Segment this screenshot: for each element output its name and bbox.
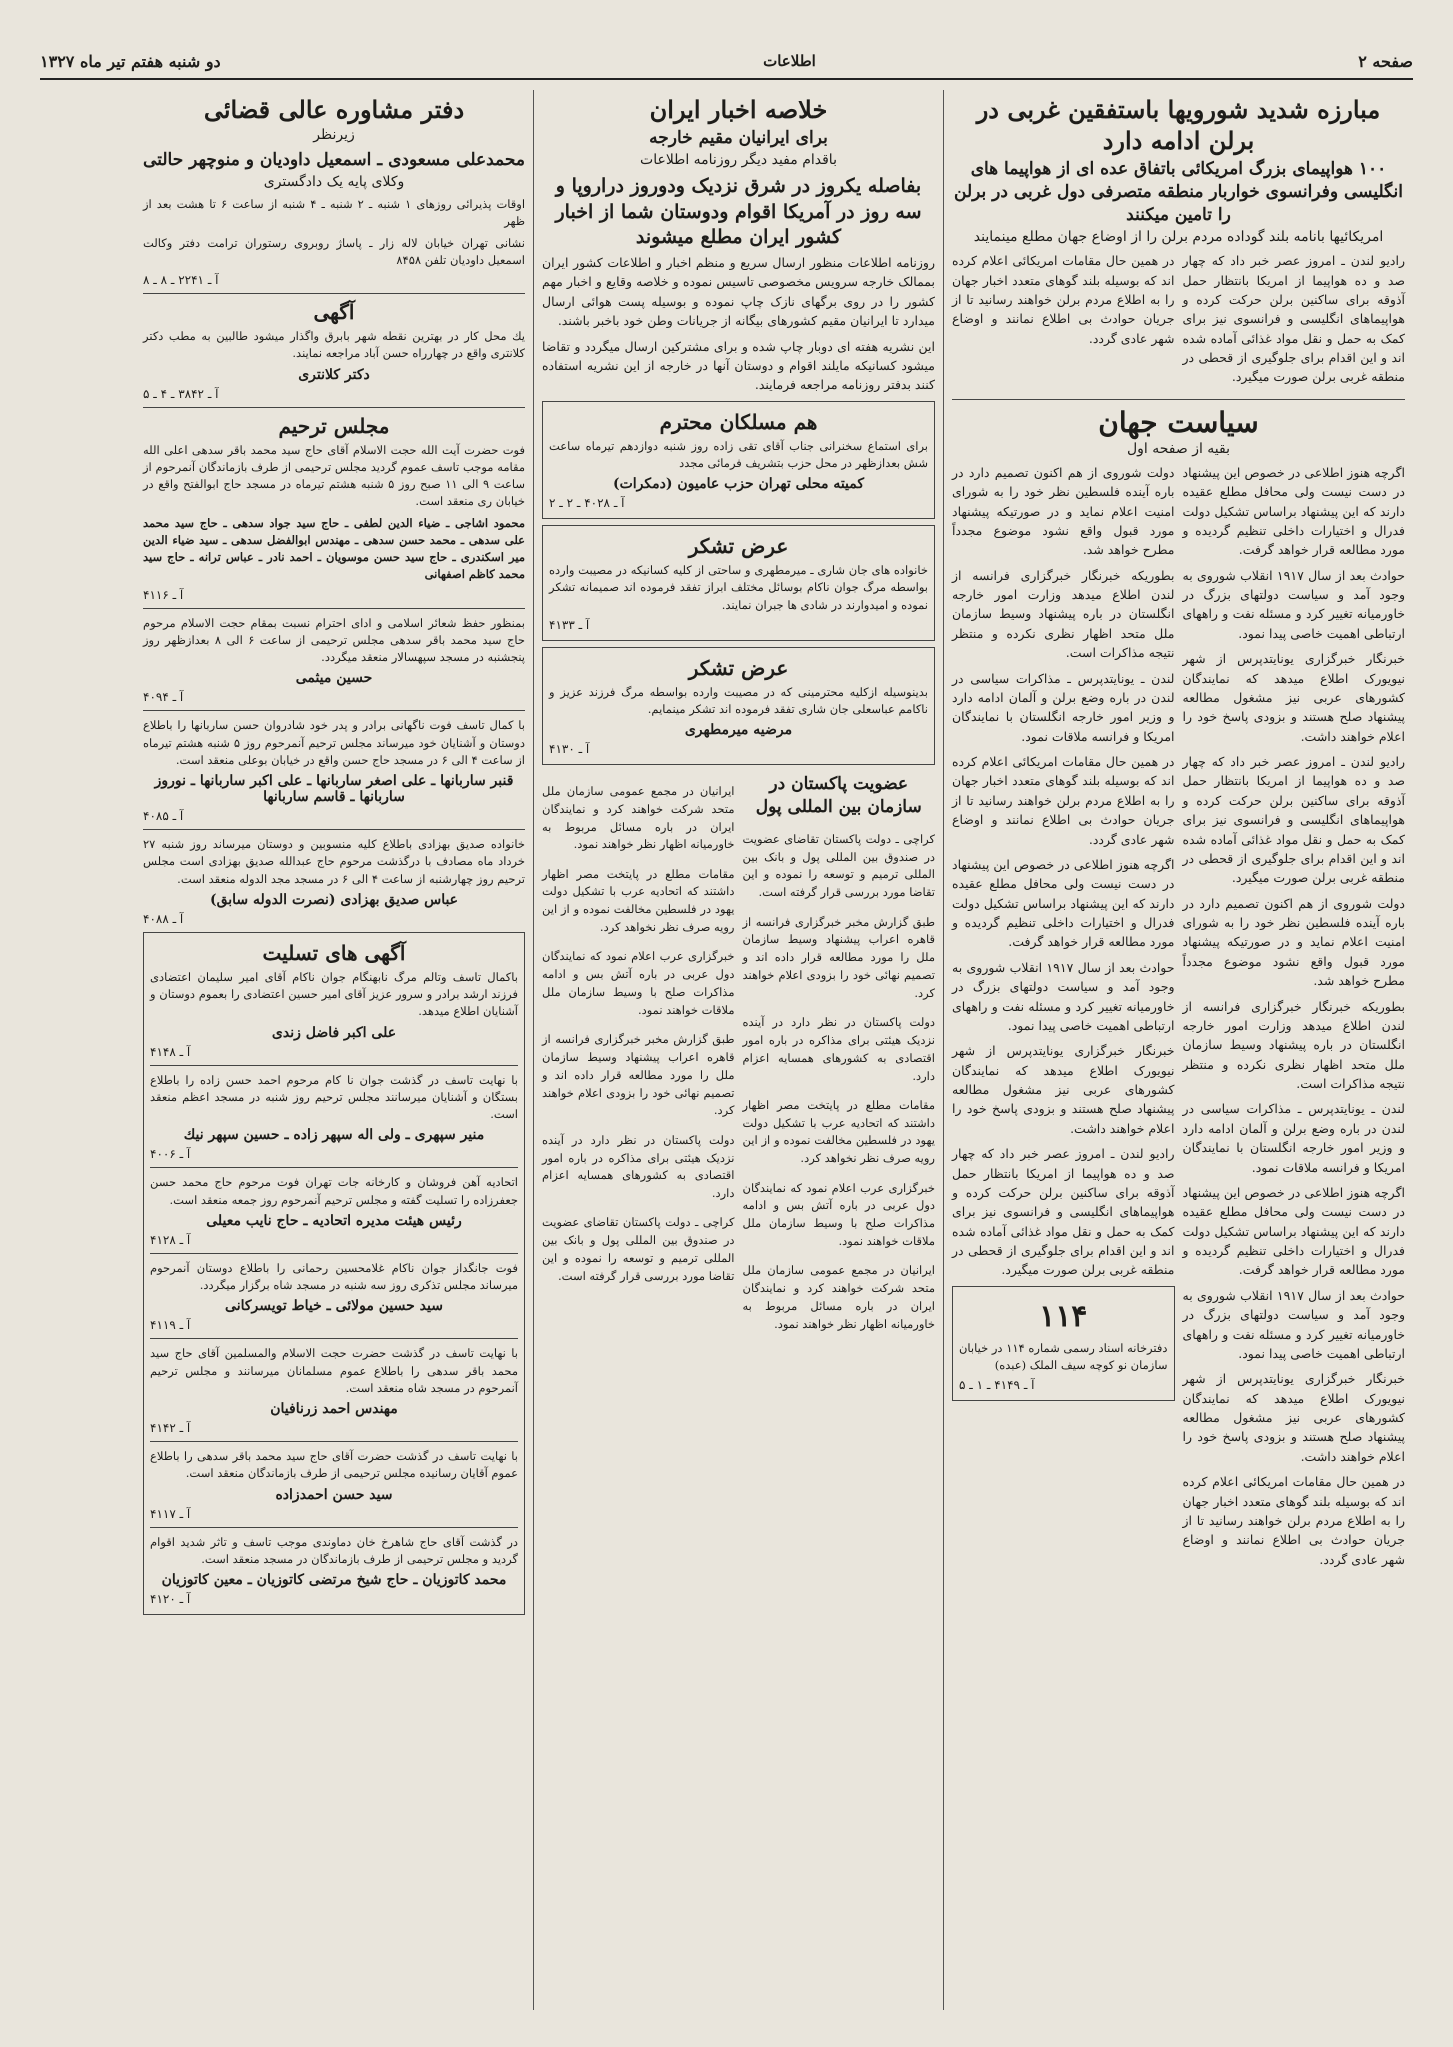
columns — [40, 90, 1413, 2010]
notary-number: ۱۱۴ — [1039, 1298, 1088, 1334]
condolence-signature: سید حسین مولائی ـ خیاط تویسرکانی — [225, 1298, 443, 1315]
notice-text: خانواده صدیق بهزادی باطلاع کلیه منسوبین و دوستان میرساند روز شنبه ۲۷ خرداد ماه مصادف با درگذشت مرحوم حاج عبدالله صدیق بهزادی است مجلس ترحیم روز چهارشنبه از ساعت ۴ الی ۶ در مسجد مجد الدوله منعقد است. — [143, 837, 525, 886]
ad-code: آ ـ ۴۱۳۰ — [549, 742, 590, 757]
issue-date: دو شنبه هفتم تیر ماه ۱۳۲۷ — [40, 51, 221, 71]
ad-code: آ ـ ۴۱۳۳ — [549, 617, 590, 632]
big-deck: بفاصله یکروز در شرق نزدیک ودوروز دراروپا و سه روز در آمریکا اقوام ودوستان شما از اخبار کشور ایران مطلع میشوند — [555, 175, 922, 249]
ad-code: آ ـ ۴۰۲۸ ـ ۲ ـ ۲ — [549, 496, 625, 511]
ad-code: آ ـ ۲۲۴۱ ـ ۸ ـ ۸ — [143, 273, 219, 288]
article-paragraph: خبرگزاری عرب اعلام نمود که نمایندگان دول عربی در باره آتش بس و ادامه مذاکرات صلح با وسیط سازمان ملل ملاقات خواهند نمود. — [542, 949, 735, 1017]
ad-code: آ ـ ۴۰۹۴ — [143, 690, 184, 705]
legal-address: نشانی تهران خیابان لاله زار ـ پاساژ روبروی رستوران ترامت دفتر وکالت اسمعیل داودیان تلفن ۸۴۵۸ — [143, 235, 525, 267]
condolence-text: فوت جانگداز جوان ناکام غلامحسین رحمانی را باطلاع دوستان آنمرحوم میرساند مجلس تذکری روز سه شنبه در مسجد شاه برگزار میگردد. — [150, 1260, 518, 1293]
ad-code: آ ـ ۴۱۲۰ — [150, 1592, 191, 1607]
lower-middle-story — [542, 771, 935, 1345]
article-paragraph: اگرچه هنوز اطلاعی در خصوص این پیشنهاد در دست نیست ولی محافل مطلع عقیده دارند که این پیشنهاد براساس تشکیل دولت فدرال و اختیارات داخلی تنظیم گردیده و مورد مطالعه قرار خواهد گرفت. — [952, 856, 1175, 950]
divider — [143, 829, 525, 830]
article-paragraph: خبرنگار خبرگزاری یونایتدپرس از شهر نیویورک اطلاع میدهد که نمایندگان کشورهای عربی نیز مشغول مطالعه پیشنهاد صلح هستند و بزودی پاسخ خود را اعلام خواهند داشت. — [1182, 651, 1405, 744]
divider — [150, 1253, 518, 1254]
article-paragraph: بطوریکه خبرنگار خبرگزاری فرانسه از لندن اطلاع میدهد وزارت امور خارجه انگلستان در باره پیشنهاد وسیط سازمان ملل متحد اظهار نظری نکرده و منتظر نتیجه مذاکرات است. — [952, 567, 1175, 661]
ad-title: آگهی — [313, 300, 355, 325]
article-paragraph: کراچی ـ دولت پاکستان تقاضای عضویت در صندوق بین المللی پول و بانک بین المللی ترمیم و توسعه را نموده و این تقاضا مورد بررسی قرار گرفته است. — [542, 1215, 735, 1283]
legal-role: وکلای پایه یک دادگستری — [263, 174, 405, 191]
section-world-politics: سیاست جهان — [952, 399, 1405, 439]
condolence-text: در گذشت آقای حاج شاهرخ خان دماوندی موجب تاسف و تاثر شدید اقوام گردید و مجلس ترحیمی از طرف بازماندگان در مسجد منعقد است. — [150, 1534, 518, 1566]
thanks-text: خانواده های جان شاری ـ میرمطهری و ساحتی از کلیه کسانیکه در مصیبت وارده بواسطه مرگ جوان ناکام بوسائل مختلف ابراز تفقد فرموده اند صمیمانه تشکر نموده و امیدوارند در شادی ها جبران نمایند. — [549, 563, 928, 612]
ad-text: یك محل کار در بهترین نقطه شهر بابرق واگذار میشود طالبین به مطب دکتر کلانتری واقع در چهارراه حسن آباد مراجعه نمایند. — [143, 329, 525, 361]
notice-signature: حسین میثمی — [295, 670, 373, 687]
party-notice-text: برای استماع سخنرانی جناب آقای تقی زاده روز شنبه دوازدهم تیرماه ساعت شش بعدازظهر در محل حزب بتشریف فرمائی مجدد — [549, 438, 928, 470]
funeral-text: فوت حضرت آیت الله حجت الاسلام آقای حاج سید محمد باقر سدهی اعلی الله مقامه موجب تاسف عموم گردید مجلس ترحیمی از طرف بازماندگان آنمرحوم از ساعت ۹ الی ۱۱ صبح روز ۵ شنبه هشتم تیرماه در مسجد حاج ابوالفتح واقع در خیابان ری منعقد است. — [143, 442, 526, 509]
headline-pakistan: عضویت پاکستان در سازمان بین المللی پول — [755, 774, 922, 818]
funeral-names: محمود اشاجی ـ ضیاء الدین لطفی ـ حاج سید جواد سدهی ـ حاج سید محمد علی سدهی ـ محمد حسن سدهی ـ مهندس ابوالفضل سدهی ـ سید ضیاء الدین میر اسکندری ـ حاج سید حسن موسویان ـ احمد نادر ـ عباس ترانه ـ حاج سید محمد کاظم اصفهانی — [143, 515, 525, 582]
notice-text: بمنظور حفظ شعائر اسلامی و ادای احترام نسبت بمقام حجت الاسلام مرحوم حاج سید محمد باقر سدهی مجلس ترحیمی از ساعت ۶ الی ۸ بعدازظهر روز پنجشنبه در مسجد سپهسالار منعقد میگردد. — [143, 615, 525, 665]
divider — [150, 1527, 518, 1528]
section-continued: بقیه از صفحه اول — [1126, 440, 1231, 457]
article-paragraph: این نشریه هفته ای دوبار چاپ شده و برای مشترکین ارسال میگردد و تقاضا میشود کسانیکه مایلند اقوام و دوستان آنها در خارجه از این نشریه استفاده کنند بدفتر روزنامه مراجعه فرمایند. — [542, 338, 935, 393]
thanks-title: عرض تشکر — [688, 655, 789, 680]
condolence-text: با نهایت تاسف در گذشت حضرت حجت الاسلام والمسلمین آقای حاج سید محمد باقر سدهی را باطلاع عموم مسلمانان میرسانند و مجلس ترحیم آنمرحوم در مسجد شاه منعقد است. — [150, 1346, 518, 1395]
masthead — [40, 44, 1413, 80]
condolence-text: باکمال تاسف وتالم مرگ نابهنگام جوان ناکام آقای امیر سلیمان اعتضادی فرزند ارشد برادر و سرور عزیز آقای امیر حسین اعتضادی را بعموم دوستان و آشنایان اطلاع میدهد. — [150, 969, 518, 1019]
article-paragraph: لندن ـ یونایتدپرس ـ مذاکرات سیاسی در لندن در باره وضع برلن و آلمان ادامه دارد و وزیر امور خارجه انگلستان با نمایندگان امریکا و فرانسه ملاقات نمود. — [1182, 1101, 1405, 1175]
thanks-signature: مرضیه میرمطهری — [684, 722, 793, 739]
condolence-signature: سید حسن احمدزاده — [275, 1486, 393, 1503]
ad-code: آ ـ ۴۱۲۸ — [150, 1232, 191, 1247]
article-paragraph: اگرچه هنوز اطلاعی در خصوص این پیشنهاد در دست نیست ولی محافل مطلع عقیده دارند که این پیشنهاد براساس تشکیل دولت فدرال و اختیارات داخلی تنظیم گردیده و مورد مطالعه قرار خواهد گرفت. — [1182, 464, 1405, 558]
notary-ad — [952, 1286, 1175, 1402]
ad-code: آ ـ ۴۱۱۷ — [150, 1506, 191, 1521]
legal-sub: زیرنظر — [313, 127, 355, 144]
headline-legal-office: دفتر مشاوره عالی قضائی — [203, 95, 465, 124]
article-paragraph: ایرانیان در مجمع عمومی سازمان ملل متحد شرکت خواهند کرد و نمایندگان ایران در باره مسائل مربوط به خاورمیانه اظهار نظر خواهند نمود. — [542, 783, 735, 852]
article-paragraph: رادیو لندن ـ امروز عصر خبر داد که چهار صد و ده هواپیما از امریکا بانتظار حمل آذوقه برای ساکنین برلن حرکت کرده و هواپیماهای انگلیسی و فرانسوی نیز برای کمک به حمل و نقل مواد غذائی آماده شده اند و این اقدام برای جلوگیری از قحطی در منطقه غربی برلن صورت میگیرد. — [1182, 754, 1405, 886]
divider — [150, 1167, 518, 1168]
sub-initiative: باقدام مفید دیگر روزنامه اطلاعات — [640, 152, 837, 169]
legal-hours: اوقات پذیرائی روزهای ۱ شنبه ـ ۲ شنبه ـ ۴ شنبه از ساعت ۶ تا هشت بعد از ظهر — [143, 197, 526, 229]
article-paragraph: رادیو لندن ـ امروز عصر خبر داد که چهار صد و ده هواپیما از امریکا بانتظار حمل آذوقه برای ساکنین برلن حرکت کرده و هواپیماهای انگلیسی و فرانسوی نیز برای کمک به حمل و نقل مواد غذائی آماده شده اند و این اقدام برای جلوگیری از قحطی در منطقه غربی برلن صورت میگیرد. — [1182, 253, 1405, 385]
paper-name: اطلاعات — [763, 52, 816, 70]
article-paragraph: بطوریکه خبرنگار خبرگزاری فرانسه از لندن اطلاع میدهد وزارت امور خارجه انگلستان در باره پیشنهاد وسیط سازمان ملل متحد اظهار نظری نکرده و منتظر نتیجه مذاکرات است. — [1182, 998, 1405, 1092]
divider — [143, 293, 525, 294]
condolence-signature: محمد کاتوزیان ـ حاج شیخ مرتضی کاتوزیان ـ معین کاتوزیان — [161, 1572, 507, 1589]
article-paragraph: مقامات مطلع در پایتخت مصر اظهار داشتند که اتحادیه عرب با تشکیل دولت یهود در فلسطین مخالفت نموده و از این رویه صرف نظر نخواهد کرد. — [542, 866, 735, 935]
divider — [150, 1065, 518, 1066]
article-paragraph: در همین حال مقامات امریکائی اعلام کرده اند که بوسیله بلند گوهای متعدد اخبار جهان را به اطلاع مردم برلن خواهند رسانید تا از جریان حوادث بی اطلاع نمانند و اوضاع شهر عادی گردد. — [952, 754, 1175, 847]
article-paragraph: روزنامه اطلاعات منظور ارسال سریع و منظم اخبار و اطلاعات کشور ایران بممالک خارجه سرویس مخصوصی تاسیس نموده و خلاصه وقایع و اخبار مهم کشور را در روی برگهای نازک چاپ نموده و بوسیله پست هوائی ارسال میدارد تا ایرانیان مقیم کشورهای بیگانه از جریانات وطن خود باخبر باشند. — [542, 255, 935, 329]
divider — [150, 1441, 518, 1442]
article-paragraph: طبق گزارش مخبر خبرگزاری فرانسه از قاهره اعراب پیشنهاد وسیط سازمان ملل را مورد مطالعه قرار داده اند و تصمیم نهائی خود را بزودی اعلام خواهند کرد. — [742, 914, 935, 1000]
article-paragraph: خبرگزاری عرب اعلام نمود که نمایندگان دول عربی در باره آتش بس و ادامه مذاکرات صلح با وسیط سازمان ملل ملاقات خواهند نمود. — [742, 1180, 935, 1249]
article-paragraph: خبرنگار خبرگزاری یونایتدپرس از شهر نیویورک اطلاع میدهد که نمایندگان کشورهای عربی نیز مشغول مطالعه پیشنهاد صلح هستند و بزودی پاسخ خود را اعلام خواهند داشت. — [1182, 1371, 1405, 1464]
article-paragraph: در همین حال مقامات امریکائی اعلام کرده اند که بوسیله بلند گوهای متعدد اخبار جهان را به اطلاع مردم برلن خواهند رسانید تا از جریان حوادث بی اطلاع نمانند و اوضاع شهر عادی گردد. — [1182, 1474, 1405, 1567]
article-paragraph: طبق گزارش مخبر خبرگزاری فرانسه از قاهره اعراب پیشنهاد وسیط سازمان ملل را مورد مطالعه قرار داده اند و تصمیم نهائی خود را بزودی اعلام خواهند کرد. — [542, 1032, 735, 1118]
divider — [150, 1338, 518, 1339]
article-paragraph: خبرنگار خبرگزاری یونایتدپرس از شهر نیویورک اطلاع میدهد که نمایندگان کشورهای عربی نیز مشغول مطالعه پیشنهاد صلح هستند و بزودی پاسخ خود را اعلام خواهند داشت. — [952, 1043, 1175, 1136]
sub-abroad: برای ایرانیان مقیم خارجه — [649, 128, 828, 149]
condolence-signature: علی اکبر فاضل زندی — [271, 1024, 397, 1041]
ad-code: آ ـ ۴۱۴۲ — [150, 1421, 191, 1436]
thanks-title: عرض تشکر — [688, 534, 789, 559]
thanks-notice-1 — [542, 525, 935, 641]
berlin-story — [952, 251, 1405, 393]
ad-code: آ ـ ۴۱۱۹ — [150, 1318, 191, 1333]
article-paragraph: حوادث بعد از سال ۱۹۱۷ انقلاب شوروی به وجود آمد و سیاست دولتهای بزرگ در خاورمیانه تغییر کرد و مسئله نفت و راههای ارتباطی اهمیت خاصی پیدا نمود. — [1182, 1287, 1405, 1361]
ad-code: آ ـ ۴۰۰۶ — [150, 1147, 191, 1162]
ad-code: آ ـ ۴۱۴۹ ـ ۱ ـ ۵ — [959, 1378, 1035, 1393]
article-paragraph: دولت پاکستان در نظر دارد در آینده نزدیک هیئتی برای مذاکره در باره امور اقتصادی به کشورهای همسایه اعزام دارد. — [542, 1132, 735, 1201]
notice-text: با کمال تاسف فوت ناگهانی برادر و پدر خود شادروان حسن ساربانها را باطلاع دوستان و آشنایان خود میرساند مجلس ترحیم آنمرحوم روز ۵ شنبه هشتم تیرماه از ساعت ۴ الی ۶ در مسجد حاج حسن واقع در خیابان بوعلی منعقد است. — [143, 718, 525, 767]
ad-code: آ ـ ۴۱۱۶ — [143, 587, 184, 602]
condolences-title: آگهی های تسلیت — [262, 940, 406, 965]
headline-iran-summary: خلاصه اخبار ایران — [649, 95, 828, 124]
condolence-signature: مهندس احمد زرنافیان — [270, 1401, 398, 1418]
deck-airlift: ۱۰۰ هواپیمای بزرگ امریکائی باتفاق عده ای از هواپیما های انگلیسی وفرانسوی خواربار منطقه متصرفی دول غربی در برلن را تامین میکنند — [954, 159, 1403, 226]
page-number: صفحه ۲ — [1358, 51, 1413, 71]
ad-code: آ ـ ۴۱۴۸ — [150, 1044, 191, 1059]
article-paragraph: دولت پاکستان در نظر دارد در آینده نزدیک هیئتی برای مذاکره در باره امور اقتصادی به کشورهای همسایه اعزام دارد. — [742, 1015, 935, 1083]
condolence-text: اتحادیه آهن فروشان و کارخانه جات تهران فوت مرحوم حاج محمد حسن جعفرزاده را تسلیت گفته و مجلس ترحیم آنمرحوم روز جمعه منعقد است. — [150, 1175, 518, 1207]
condolences-box — [143, 932, 525, 1615]
thanks-notice-2 — [542, 647, 935, 766]
divider — [143, 608, 525, 609]
notary-text: دفترخانه اسناد رسمی شماره ۱۱۴ در خیابان سازمان نو کوچه سیف الملک (عبده) — [958, 1340, 1168, 1373]
article-paragraph: دولت شوروی از هم اکنون تصمیم دارد در باره آینده فلسطین نظر خود را به شورای امنیت اعلام نماید و در صورتیکه پیشنهاد مورد قبول واقع نشود موضوع مجدداً مطرح خواهد شد. — [952, 464, 1175, 558]
column-notices — [135, 90, 533, 2010]
ad-code: آ ـ ۳۸۴۲ ـ ۴ ـ ۵ — [143, 386, 219, 401]
article-paragraph: اگرچه هنوز اطلاعی در خصوص این پیشنهاد در دست نیست ولی محافل مطلع عقیده دارند که این پیشنهاد براساس تشکیل دولت فدرال و اختیارات داخلی تنظیم گردیده و مورد مطالعه قرار خواهد گرفت. — [1182, 1184, 1405, 1278]
article-paragraph: در همین حال مقامات امریکائی اعلام کرده اند که بوسیله بلند گوهای متعدد اخبار جهان را به اطلاع مردم برلن خواهند رسانید تا از جریان حوادث بی اطلاع نمانند و اوضاع شهر عادی گردد. — [952, 253, 1175, 346]
article-paragraph: ایرانیان در مجمع عمومی سازمان ملل متحد شرکت خواهند کرد و نمایندگان ایران در باره مسائل مربوط به خاورمیانه اظهار نظر خواهند نمود. — [742, 1263, 935, 1331]
notice-signature: قنبر ساربانها ـ علی اصغر ساربانها ـ علی اکبر ساربانها ـ نوروز ساربانها ـ قاسم ساربانها — [154, 773, 514, 806]
headline-berlin: مبارزه شدید شورویها باستفقین غربی در برلن ادامه دارد — [976, 95, 1381, 156]
notice-signature: عباس صدیق بهزادی (نصرت الدوله سابق) — [209, 891, 459, 908]
deck-loudspeakers: امریکائیها بانامه بلند گوداده مردم برلن را از اوضاع جهان مطلع مینمایند — [973, 229, 1384, 246]
ad-code: آ ـ ۴۰۸۸ — [143, 911, 184, 926]
column-world-news — [943, 90, 1413, 2010]
article-paragraph: کراچی ـ دولت پاکستان تقاضای عضویت در صندوق بین المللی پول و بانک بین المللی ترمیم و توسعه را نموده و این تقاضا مورد بررسی قرار گرفته است. — [742, 831, 935, 900]
ad-code: آ ـ ۴۰۸۵ — [143, 809, 184, 824]
party-notice-title: هم مسلکان محترم — [659, 409, 818, 434]
party-notice — [542, 401, 935, 520]
thanks-text: بدینوسیله ازکلیه محترمینی که در مصیبت وارده بواسطه مرگ فرزند عزیز و ناکامم عباسعلی جان شاری تفقد فرموده اند تشکر مینمایم. — [549, 684, 928, 717]
article-paragraph: لندن ـ یونایتدپرس ـ مذاکرات سیاسی در لندن در باره وضع برلن و آلمان ادامه دارد و وزیر امور خارجه انگلستان با نمایندگان امریکا و فرانسه ملاقات نمود. — [952, 670, 1175, 744]
article-paragraph: حوادث بعد از سال ۱۹۱۷ انقلاب شوروی به وجود آمد و سیاست دولتهای بزرگ در خاورمیانه تغییر کرد و مسئله نفت و راههای ارتباطی اهمیت خاصی پیدا نمود. — [952, 959, 1175, 1033]
divider — [143, 407, 525, 408]
condolence-text: با نهایت تاسف در گذشت جوان نا کام مرحوم احمد حسن زاده را باطلاع بستگان و آشنایان میرسانند مجلس ترحیم روز شنبه در مسجد اعظم منعقد است. — [150, 1072, 518, 1122]
divider — [143, 710, 525, 711]
condolence-text: با نهایت تاسف در گذشت حضرت آقای حاج سید محمد باقر سدهی را باطلاع عموم آقایان رسانیده مجلس ترحیمی از طرف بازماندگان منعقد است. — [150, 1449, 518, 1481]
party-notice-signature: کمیته محلی تهران حزب عامیون (دمکرات) — [612, 476, 865, 493]
condolence-signature: رئیس هیئت مدیره اتحادیه ـ حاج نایب معیلی — [206, 1212, 462, 1229]
condolence-signature: منیر سپهری ـ ولی اله سپهر زاده ـ حسین سپهر نیك — [183, 1127, 485, 1144]
legal-names: محمدعلی مسعودی ـ اسمعیل داودیان و منوچهر حالتی — [143, 150, 525, 171]
column-iran-news — [533, 90, 943, 2010]
article-paragraph: رادیو لندن ـ امروز عصر خبر داد که چهار صد و ده هواپیما از امریکا بانتظار حمل آذوقه برای ساکنین برلن حرکت کرده و هواپیماهای انگلیسی و فرانسوی نیز برای کمک به حمل و نقل مواد غذائی آماده شده اند و این اقدام برای جلوگیری از قحطی در منطقه غربی برلن صورت میگیرد. — [952, 1146, 1175, 1278]
article-paragraph: حوادث بعد از سال ۱۹۱۷ انقلاب شوروی به وجود آمد و سیاست دولتهای بزرگ در خاورمیانه تغییر کرد و مسئله نفت و راههای ارتباطی اهمیت خاصی پیدا نمود. — [1182, 567, 1405, 641]
article-paragraph: مقامات مطلع در پایتخت مصر اظهار داشتند که اتحادیه عرب با تشکیل دولت یهود در فلسطین مخالفت نموده و از این رویه صرف نظر نخواهد کرد. — [742, 1097, 935, 1166]
world-politics-story — [952, 463, 1405, 1575]
article-paragraph: دولت شوروی از هم اکنون تصمیم دارد در باره آینده فلسطین نظر خود را به شورای امنیت اعلام نماید و در صورتیکه پیشنهاد مورد قبول واقع نشود موضوع مجدداً مطرح خواهد شد. — [1182, 895, 1405, 989]
ad-signature: دکتر کلانتری — [298, 366, 370, 383]
funeral-title: مجلس ترحیم — [278, 413, 390, 438]
